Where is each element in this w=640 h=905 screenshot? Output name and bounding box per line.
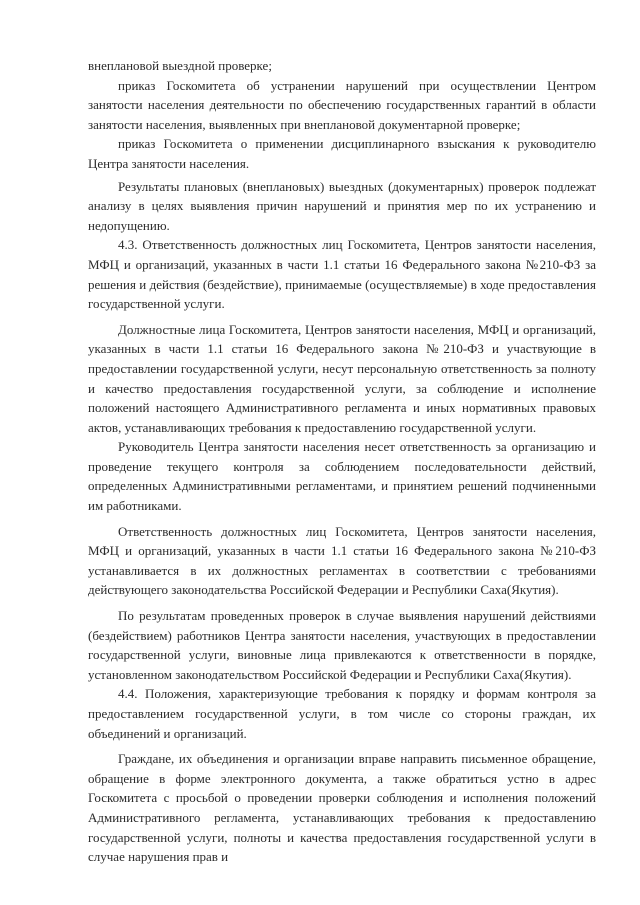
paragraph-inspection-outcomes: По результатам проведенных проверок в случае выявления нарушений действиями (бездействием) работников Центра занятости населения, участвующих в предоставлении государственной услуги, виновные лица привлекаются к ответственности в порядке, установленном законодательством Российской Федерации и Республики Саха(Якутия). xyxy=(88,608,596,682)
paragraph-responsibility-regulations: Ответственность должностных лиц Госкомитета, Центров занятости населения, МФЦ и организаций, указанных в части 1.1 статьи 16 Федерального закона №210-ФЗ устанавливается в их должностных регламентах в соответствии с требованиями действующего законодательства Российской Федерации и Республики Саха(Якутия). xyxy=(88,523,596,598)
paragraph-officials-responsibility: Должностные лица Госкомитета, Центров занятости населения, МФЦ и организаций, указанных в части 1.1 статьи 16 Федерального закона №210-ФЗ и участвующие в предоставлении государственной услуги, несут персональную ответственность за полноту и качество предоставления государственной услуги, за соблюдение и исполнение положений настоящего Административного регламента и иных нормативных правовых актов, устанавливающих требования к предоставлению государственной услуги. xyxy=(88,321,596,435)
paragraph-citizens-rights: Граждане, их объединения и организации вправе направить письменное обращение, обращение в форме электронного документа, а также обратиться устно в адрес Госкомитета с просьбой о проведении проверки соблюдения и исполнения положений Административного регламента, устанавливающих требования к предоставлению государственной услуги, полноты и качества предоставления государственной услуги в случае нарушения прав и xyxy=(88,751,596,865)
paragraph-order-disciplinary: приказ Госкомитета о применении дисциплинарного взыскания к руководителю Центра занятости населения. xyxy=(88,136,596,171)
document-page xyxy=(88,56,596,867)
section-heading-4-4: 4.4. Положения, характеризующие требования к порядку и формам контроля за предоставлением государственной услуги, в том числе со стороны граждан, их объединений и организаций. xyxy=(88,686,596,741)
paragraph-head-responsibility: Руководитель Центра занятости населения несет ответственность за организацию и проведение текущего контроля за соблюдением последовательности действий, определенных Административными регламентами, и принятием решений подчиненными им работниками. xyxy=(88,439,596,514)
paragraph-inspection-results: Результаты плановых (внеплановых) выездных (документарных) проверок подлежат анализу в целях выявления причин нарушений и принятия мер по их устранению и недопущению. xyxy=(88,178,596,233)
section-heading-4-3: 4.3. Ответственность должностных лиц Госкомитета, Центров занятости населения, МФЦ и организаций, указанных в части 1.1 статьи 16 Федерального закона №210-ФЗ за решения и действия (бездействие), принимаемые (осуществляемые) в ходе предоставления государственной услуги. xyxy=(88,237,596,312)
paragraph-order-violations: приказ Госкомитета об устранении нарушений при осуществлении Центром занятости населения деятельности по обеспечению государственных гарантий в области занятости населения, выявленных при внеплановой документарной проверке; xyxy=(88,77,596,132)
paragraph-continuation: внеплановой выездной проверке; xyxy=(88,58,272,73)
